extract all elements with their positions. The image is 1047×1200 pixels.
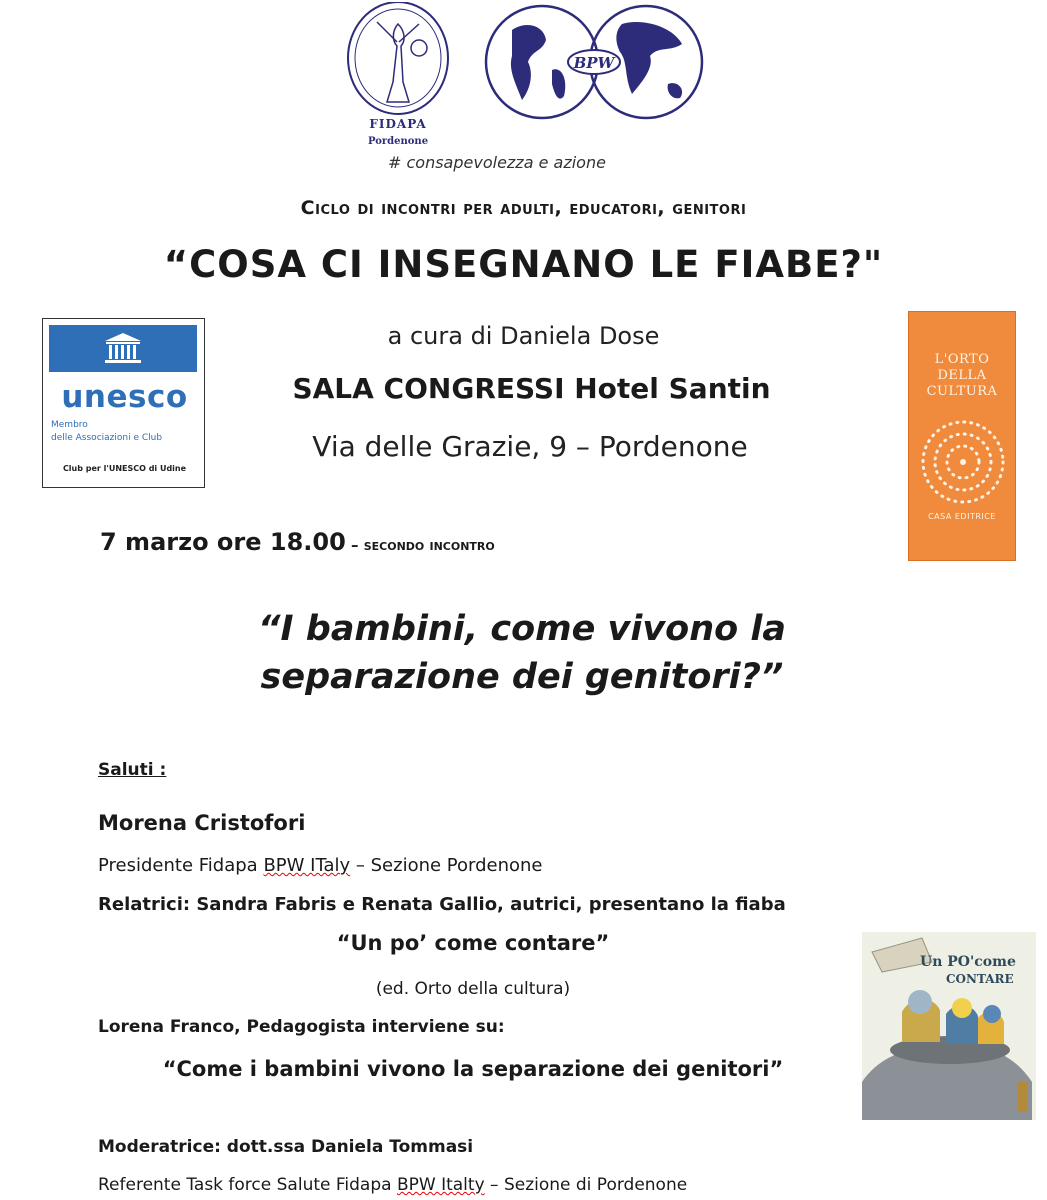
orto-line1: L'ORTO <box>934 352 990 367</box>
talk-title: “Come i bambini vivono la separazione dei genitori” <box>162 1057 784 1081</box>
unesco-member-line1: Membro <box>51 420 88 430</box>
greeter-role-part-c: – Sezione Pordenone <box>350 855 543 876</box>
greetings-heading: Saluti : <box>98 760 167 780</box>
subtitle-line2: separazione dei genitori?” <box>260 657 784 697</box>
orto-publisher-label: CASA EDITRICE <box>928 512 996 521</box>
greeter-role <box>98 855 543 876</box>
curated-by: a cura di Daniela Dose <box>387 322 660 350</box>
expert-line: Lorena Franco, Pedagogista interviene su: <box>98 1017 505 1037</box>
moderator-role-part-b: BPW Italty <box>396 1175 485 1195</box>
venue-name: SALA CONGRESSI Hotel Santin <box>292 372 771 405</box>
event-date <box>100 528 495 556</box>
speakers-line: Relatrici: Sandra Fabris e Renata Gallio, autrici, presentano la fiaba <box>98 894 786 915</box>
moderator-line: Moderatrice: dott.ssa Daniela Tommasi <box>98 1137 474 1157</box>
venue-address: Via delle Grazie, 9 – Pordenone <box>312 430 748 463</box>
book-publisher: (ed. Orto della cultura) <box>375 979 571 999</box>
unesco-wordmark: unesco <box>61 379 188 415</box>
main-title: “COSA CI INSEGNANO LE FIABE?" <box>163 243 884 286</box>
moderator-role-part-a: Referente Task force Salute Fidapa <box>98 1175 397 1195</box>
moderator-role <box>98 1175 687 1195</box>
book-title: “Un po’ come contare” <box>336 931 610 955</box>
dotted-circle-icon <box>915 414 1011 510</box>
orto-della-cultura-logo <box>908 311 1016 561</box>
event-date-main: 7 marzo ore 18.00 <box>100 528 346 556</box>
series-heading: Ciclo di incontri per adulti, educatori, genitori <box>300 197 747 219</box>
event-date-suffix: – secondo incontro <box>345 536 495 554</box>
orto-line2: DELLA <box>937 368 987 383</box>
bpw-label: BPW <box>573 54 615 72</box>
unesco-member-line2: delle Associazioni e Club <box>51 433 163 443</box>
fidapa-city: Pordenone <box>367 136 429 147</box>
unesco-club-name: Club per l'UNESCO di Udine <box>62 464 187 473</box>
moderator-role-part-c: – Sezione di Pordenone <box>484 1175 688 1195</box>
fidapa-name: FIDAPA <box>369 117 427 131</box>
book-cover-title-line1: Un PO'come <box>920 954 1016 970</box>
orto-line3: CULTURA <box>926 384 998 399</box>
subtitle-line1: “I bambini, come vivono la <box>258 609 786 649</box>
greeter-name: Morena Cristofori <box>98 811 306 835</box>
greeter-role-part-b: BPW ITaly <box>263 855 351 876</box>
hashtag: # consapevolezza e azione <box>388 153 606 172</box>
book-cover-title-line2: CONTARE <box>946 972 1014 986</box>
bpw-globe-logo <box>482 0 712 130</box>
book-cover-image <box>862 932 1036 1120</box>
greeter-role-part-a: Presidente Fidapa <box>98 855 264 876</box>
